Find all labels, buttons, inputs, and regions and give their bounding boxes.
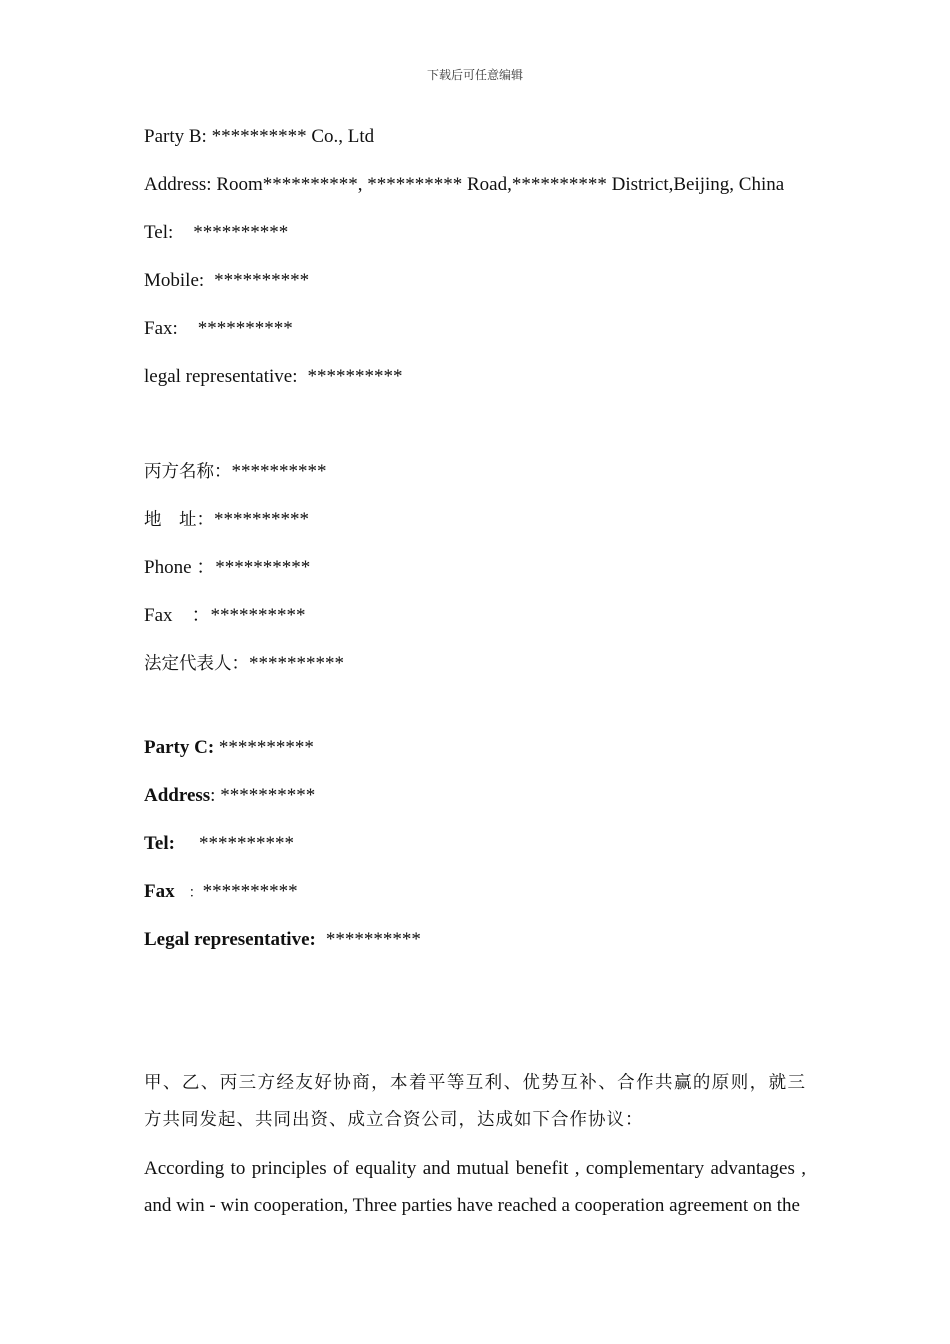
party-c-name-value: ********** (214, 737, 314, 758)
party-c-tel-value: ********** (198, 833, 294, 854)
party-c-rep-label: Legal representative: (144, 929, 316, 950)
party-c-fax-line (144, 880, 298, 905)
party-b-tel-line (144, 221, 288, 245)
party-b-mobile-label: Mobile: (144, 270, 205, 291)
party-c-name-line (144, 736, 314, 760)
party-c-cn-name-value: ********** (231, 461, 327, 482)
party-b-fax-line (144, 317, 293, 341)
party-b-rep-value: ********** (307, 366, 403, 387)
party-c-cn-address-line (144, 508, 309, 532)
party-c-cn-address-value: ********** (214, 509, 309, 530)
party-b-fax-label: Fax: (144, 318, 178, 339)
party-c-address-value: : ********** (210, 785, 316, 806)
party-c-cn-phone-line (144, 556, 310, 580)
party-c-fax-value: ********** (202, 881, 298, 902)
party-c-cn-rep-label: 法定代表人： (144, 654, 249, 674)
party-c-tel-label: Tel: (144, 833, 175, 854)
party-c-cn-phone-value: ********** (215, 557, 311, 578)
party-b-mobile-line (144, 269, 309, 293)
party-c-rep-line (144, 928, 421, 952)
party-c-cn-rep-value: ********** (249, 653, 344, 674)
party-c-cn-fax-value: ********** (210, 605, 306, 626)
party-b-mobile-value: ********** (214, 270, 310, 291)
party-c-address-label: Address (144, 785, 211, 806)
party-c-tel-line (144, 832, 294, 856)
intro-paragraph-en: According to principles of equality and mutual benefit , complementary advantages , and win - win cooperation, Three parties have reached a cooperation agreement on the (144, 1158, 806, 1216)
party-c-cn-fax-label: Fax ： (144, 605, 211, 626)
party-c-cn-phone-label: Phone ： (144, 557, 216, 578)
party-b-address-value: Room**********, ********** Road,********** District,Beijing, China (211, 174, 785, 195)
party-b-tel-label: Tel: (144, 222, 174, 243)
party-c-rep-value: ********** (325, 929, 421, 950)
party-b-name-label: Party B: (144, 126, 207, 147)
party-c-cn-rep-line (144, 652, 344, 676)
party-b-address-label: Address: (144, 174, 212, 195)
party-c-fax-label: Fax (144, 881, 175, 902)
party-c-name-label: Party C: (144, 737, 215, 758)
party-c-cn-name-line (144, 460, 327, 484)
intro-paragraph-cn: 甲、乙、丙三方经友好协商，本着平等互利、优势互补、合作共赢的原则，就三方共同发起、共同出资、成立合资公司，达成如下合作协议： (144, 1073, 806, 1130)
party-c-cn-address-label: 地 址： (144, 510, 214, 530)
party-b-rep-label: legal representative: (144, 366, 298, 387)
party-c-address-line (144, 784, 315, 808)
party-b-rep-line (144, 365, 403, 389)
party-c-cn-fax-line (144, 604, 306, 628)
party-b-tel-value: ********** (193, 222, 289, 243)
party-b-name-value: ********** Co., Ltd (206, 126, 375, 147)
party-c-cn-name-label: 丙方名称： (144, 462, 232, 482)
party-b-name-line (144, 125, 374, 149)
page-header: 下载后可任意编辑 (426, 68, 523, 82)
party-b-address-line (144, 173, 784, 197)
party-b-fax-value: ********** (197, 318, 293, 339)
party-c-fax-sep: ： (188, 885, 203, 901)
